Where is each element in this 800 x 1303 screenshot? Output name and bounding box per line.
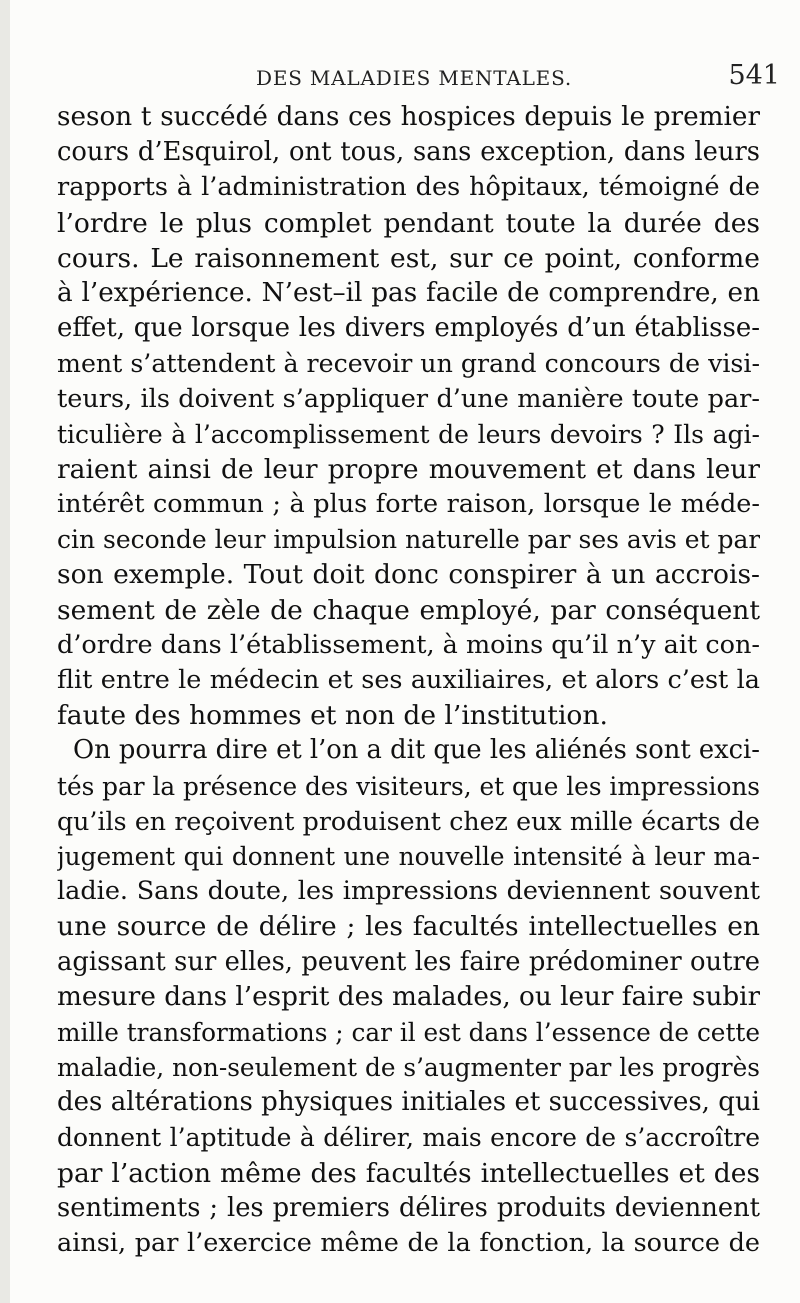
text-line: sentiments ; les premiers délires produits deviennent bbox=[57, 1192, 760, 1223]
text-line: cours. Le raisonnement est, sur ce point, conforme bbox=[57, 242, 760, 274]
text-line: ticulière à l’accomplissement de leurs devoirs ? Ils agi- bbox=[57, 419, 760, 449]
text-line: une source de délire ; les facultés intellectuelles en bbox=[57, 911, 760, 943]
text-line: mesure dans l’esprit des malades, ou leur faire subir bbox=[57, 981, 760, 1012]
text-line: raient ainsi de leur propre mouvement et dans leur bbox=[57, 453, 760, 485]
text-line: agissant sur elles, peuvent les faire prédominer outre bbox=[57, 946, 760, 977]
text-line: rapports à l’administration des hôpitaux, témoigné de bbox=[57, 172, 760, 203]
running-title: DES MALADIES MENTALES. bbox=[256, 66, 573, 90]
text-line: d’ordre dans l’établissement, à moins qu’il n’y ait con- bbox=[57, 629, 760, 660]
text-line: intérêt commun ; à plus forte raison, lorsque le méde- bbox=[57, 489, 760, 520]
page-number: 541 bbox=[728, 60, 780, 91]
text-line: seson t succédé dans ces hospices depuis le premier bbox=[57, 102, 760, 132]
text-line: ment s’attendent à recevoir un grand concours de visi- bbox=[57, 349, 760, 379]
text-line: tés par la présence des visiteurs, et que les impressions bbox=[57, 771, 760, 801]
text-line: maladie, non-seulement de s’augmenter par les progrès bbox=[57, 1053, 760, 1083]
text-line: cours d’Esquirol, ont tous, sans exception, dans leurs bbox=[57, 137, 760, 168]
text-line: cin seconde leur impulsion naturelle par ses avis et par bbox=[57, 525, 760, 555]
text-line: mille transformations ; car il est dans l’essence de cette bbox=[57, 1017, 760, 1047]
text-line: effet, que lorsque les divers employés d’un établisse- bbox=[57, 313, 760, 344]
paragraph-first-line: On pourra dire et l’on a dit que les aliénés sont exci- bbox=[73, 735, 760, 766]
text-line: à l’expérience. N’est–il pas facile de comprendre, en bbox=[57, 277, 760, 308]
text-line: jugement qui donnent une nouvelle intensité à leur ma- bbox=[57, 841, 760, 871]
body-text bbox=[57, 100, 760, 1261]
text-line: son exemple. Tout doit donc conspirer à un accrois- bbox=[57, 559, 760, 591]
text-line: ladie. Sans doute, les impressions deviennent souvent bbox=[57, 876, 760, 907]
text-line: par l’action même des facultés intellectuelles et des bbox=[57, 1157, 760, 1189]
text-line: ainsi, par l’exercice même de la fonction, la source de bbox=[57, 1228, 760, 1258]
text-line: qu’ils en reçoivent produisent chez eux mille écarts de bbox=[57, 806, 760, 836]
text-line: flit entre le médecin et ses auxiliaires, et alors c’est la bbox=[57, 665, 760, 695]
paragraph-last-line: faute des hommes et non de l’institution. bbox=[57, 700, 608, 732]
text-line: des altérations physiques initiales et successives, qui bbox=[57, 1087, 760, 1118]
text-line: l’ordre le plus complet pendant toute la durée des bbox=[57, 207, 760, 239]
running-head bbox=[20, 58, 800, 92]
text-line: teurs, ils doivent s’appliquer d’une manière toute par- bbox=[57, 383, 760, 414]
text-line: donnent l’aptitude à délirer, mais encore de s’accroître bbox=[57, 1123, 760, 1153]
text-line: sement de zèle de chaque employé, par conséquent bbox=[57, 594, 760, 626]
